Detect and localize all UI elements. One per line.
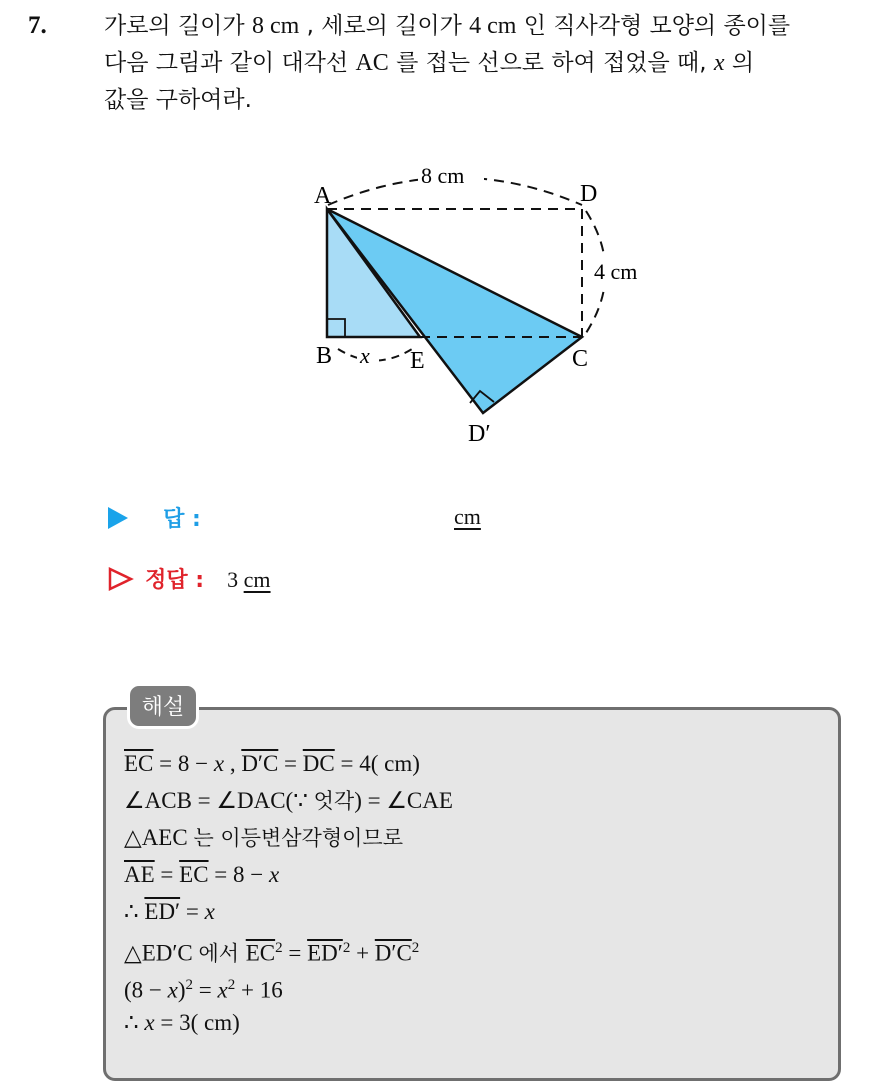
solution-line-6: △ED′C 에서 $\overline{EC}^2 = ED'^2 + D'C^2$ [124,940,420,966]
answer-unit: cm [454,504,481,529]
question-number: 7. [28,12,47,39]
solution-line-4: $\overline{AE} = \overline{EC} = 8 - x$ [124,862,280,887]
correct-arrow-icon [108,567,134,591]
question-line-1: 가로의 길이가 8 cm , 세로의 길이가 4 cm 인 직사각형 모양의 종이를 [104,13,791,39]
solution-lines [124,745,453,1041]
solution-line-7: $(8 - x)^2 = x^2 + 16$ [124,977,283,1003]
solution-line-2: ∠ACB = ∠DAC(∵ 엇각) = ∠CAE [124,788,453,813]
correct-answer-value: 3 cm [227,567,271,592]
label-A: A [314,183,332,209]
solution-line-8: ∴ x = 3( cm) [124,1010,240,1035]
answer-arrow-icon [108,507,128,529]
label-top-length: 8 cm [421,163,465,188]
question-line-2: 다음 그림과 같이 대각선 AC 를 접는 선으로 하여 접었을 때, x 의 [104,50,755,76]
label-B: B [316,343,333,369]
label-x: x [360,343,370,368]
answer-label: 답 : [163,507,201,532]
solution-line-1: $\overline{EC} = 8 - x$ , $D'C = \overline{DC} = 4$( cm) [124,751,420,776]
solution-line-3: △AEC 는 이등변삼각형이므로 [124,825,403,850]
label-E: E [410,348,425,374]
label-right-length: 4 cm [594,259,638,284]
solution-line-5: ∴ ED′ = x [124,899,215,924]
label-D-prime: D′ [468,421,491,447]
folded-rectangle-figure [0,0,884,470]
correct-answer-label: 정답 : [145,568,205,593]
correct-answer-row [108,563,271,594]
label-D: D [580,181,598,207]
answer-row [108,502,201,533]
solution-tag: 해설 [127,683,199,729]
question-line-3: 값을 구하여라. [104,87,252,113]
label-C: C [572,346,589,372]
